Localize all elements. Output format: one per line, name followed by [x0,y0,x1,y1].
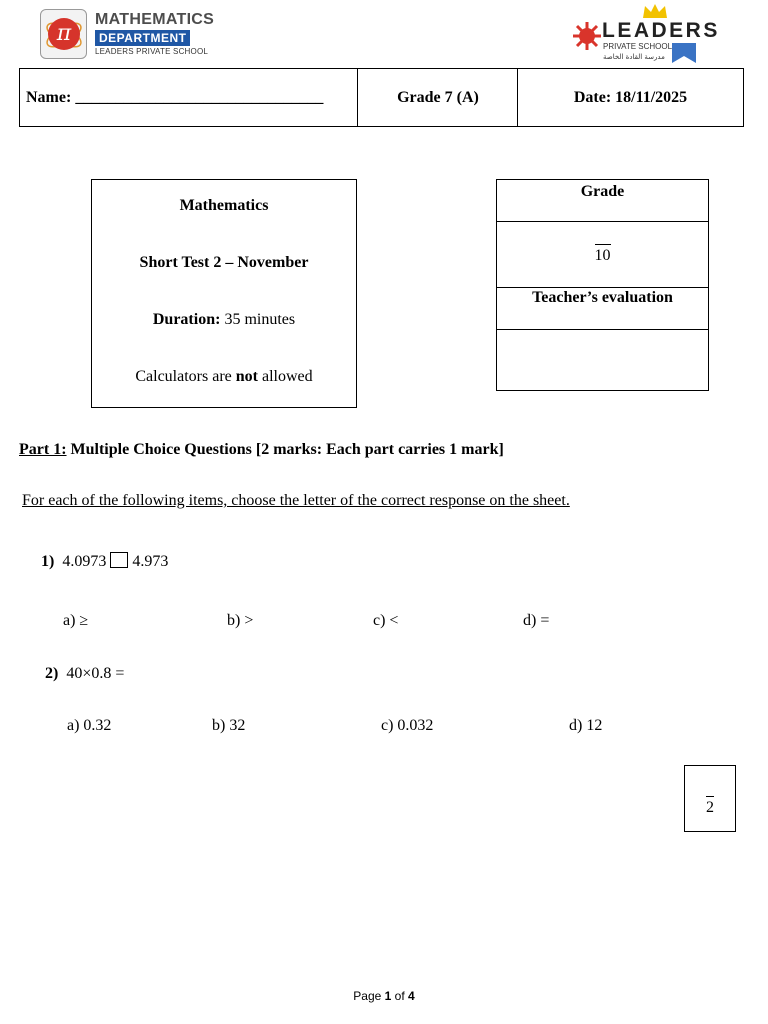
grade-total: 10 [497,244,708,265]
section-marks-total: 2 [706,796,714,817]
teacher-evaluation-label: Teacher’s evaluation [532,289,673,306]
part1-label: Part 1: [19,441,67,458]
q2-option-c[interactable]: c) 0.032 [381,717,434,734]
question-number: 1) [41,553,55,570]
question-text: 40×0.8 = [66,665,125,682]
leaders-school-logo [572,3,720,65]
crown-icon [642,3,668,19]
q2-option-d[interactable]: d) 12 [569,717,603,734]
leaders-subtitle: PRIVATE SCHOOL [603,42,673,51]
calculator-rule: Calculators are not allowed [135,368,313,385]
part1-instruction: For each of the following items, choose the letter of the correct response on the sheet. [22,492,570,509]
section-marks-box [684,765,736,832]
grade-table [496,179,709,391]
total-pages: 4 [408,989,415,1003]
department-badge: DEPARTMENT [95,30,190,46]
current-page: 1 [384,989,392,1003]
question-1: 1) 4.0973 4.973 [41,553,169,570]
student-info-table [19,68,744,127]
question-2 [45,665,124,683]
sun-emblem-icon [572,21,602,51]
grade-class-cell: Grade 7 (A) [397,88,479,106]
pi-logo-icon: π [40,9,87,59]
q1-option-c[interactable]: c) < [373,612,399,629]
q1-option-b[interactable]: b) > [227,612,254,629]
comparison-answer-box[interactable] [110,552,128,568]
leaders-arabic-name: مدرسة القادة الخاصة [603,53,665,61]
name-cell [26,69,356,126]
leaders-wordmark: LEADERS [602,19,720,42]
duration-value: 35 minutes [220,311,296,328]
grade-label: Grade [580,183,625,200]
test-title: Short Test 2 – November [139,254,309,271]
duration-line [92,311,356,329]
q2-option-a[interactable]: a) 0.32 [67,717,112,734]
department-title: MATHEMATICS [95,11,215,28]
name-blank-field[interactable]: _______________________________ [75,88,324,106]
q1-option-a[interactable]: a) ≥ [63,612,89,629]
department-school-name: LEADERS PRIVATE SCHOOL [95,47,209,56]
q1-option-d[interactable]: d) = [523,612,550,629]
test-details-box [91,179,357,408]
part1-title: Multiple Choice Questions [2 marks: Each part carries 1 mark] [66,441,504,458]
q2-option-b[interactable]: b) 32 [212,717,246,734]
page-footer: Page 1 of 4 [353,989,415,1003]
subject-title: Mathematics [179,197,269,214]
name-label: Name: [26,88,72,106]
date-cell: Date: 18/11/2025 [573,88,688,106]
duration-label: Duration: [152,311,221,328]
ribbon-icon [672,43,696,63]
question-number: 2) [45,665,59,682]
mathematics-department-logo [40,9,215,61]
part1-heading [19,441,504,459]
